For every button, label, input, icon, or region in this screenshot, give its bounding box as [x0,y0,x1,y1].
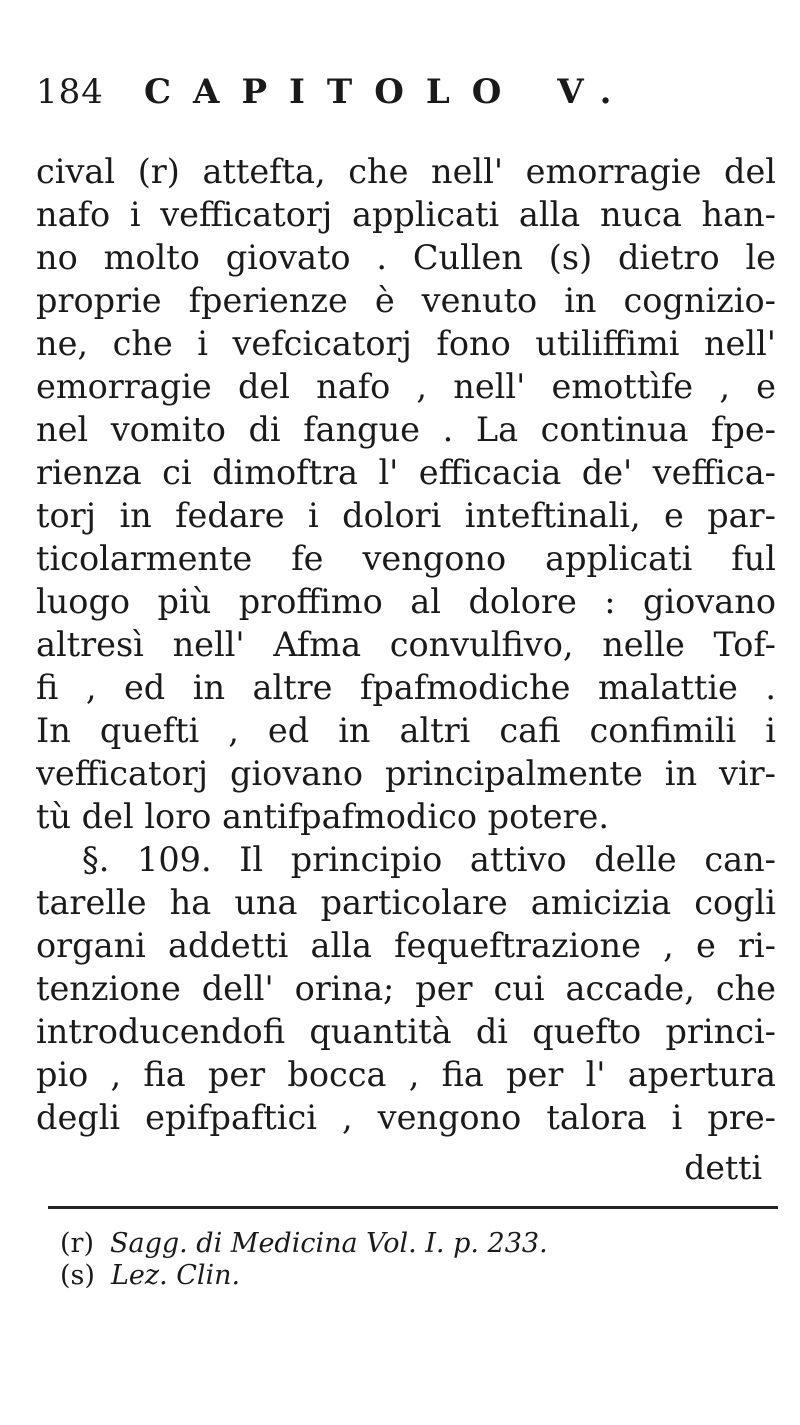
text-line: ticolarmente fe vengono applicati ful [36,539,776,578]
footnote-mark: (r) [60,1228,94,1259]
footnote-text: Sagg. di Medicina Vol. I. p. 233. [109,1228,548,1259]
text-line: torj in fedare i dolori inteftinali, e par- [36,496,776,535]
text-line: introducendofi quantità di quefto princi- [36,1012,776,1051]
footnote [60,1260,780,1292]
text-line: tarelle ha una particolare amicizia cogli [36,883,776,922]
body-text [36,150,776,1139]
text-line: nel vomito di fangue . La continua fpe- [36,410,776,449]
text-line: tenzione dell' orina; per cui accade, che [36,969,776,1008]
section-start-line: §. 109. Il principio attivo delle can- [82,840,776,879]
text-line: degli epifpaftici , vengono talora i pre- [36,1098,776,1137]
text-line: no molto giovato . Cullen (s) dietro le [36,238,776,277]
text-line: ne, che i vefcicatorj fono utiliffimi nell' [36,324,776,363]
chapter-title: CAPITOLO V. [144,72,634,112]
catchword: detti [684,1148,762,1187]
text-line: luogo più proffimo al dolore : giovano [36,582,776,621]
footnote-mark: (s) [60,1260,95,1291]
text-line: vefficatorj giovano principalmente in vir- [36,754,776,793]
footnote-text: Lez. Clin. [110,1260,241,1291]
footnote [60,1228,780,1260]
text-line: rienza ci dimoftra l' efficacia de' veffica- [36,453,776,492]
text-line: tù del loro antifpafmodico potere. [36,797,610,836]
text-line: cival (r) attefta, che nell' emorragie del [36,152,776,191]
text-line: pio , fia per bocca , fia per l' apertura [36,1055,776,1094]
footnote-divider [48,1206,778,1209]
footnotes [60,1228,780,1292]
text-line: fi , ed in altre fpafmodiche malattie . [36,668,776,707]
text-line: proprie fperienze è venuto in cognizio- [36,281,776,320]
text-line: In quefti , ed in altri cafi confimili i [36,711,776,750]
running-header [36,72,776,132]
text-line: nafo i vefficatorj applicati alla nuca han- [36,195,776,234]
text-line: emorragie del nafo , nell' emottìfe , e [36,367,776,406]
page-number: 184 [36,72,104,112]
text-line: organi addetti alla fequeftrazione , e ri- [36,926,776,965]
text-line: altresì nell' Afma convulfivo, nelle Tof- [36,625,776,664]
